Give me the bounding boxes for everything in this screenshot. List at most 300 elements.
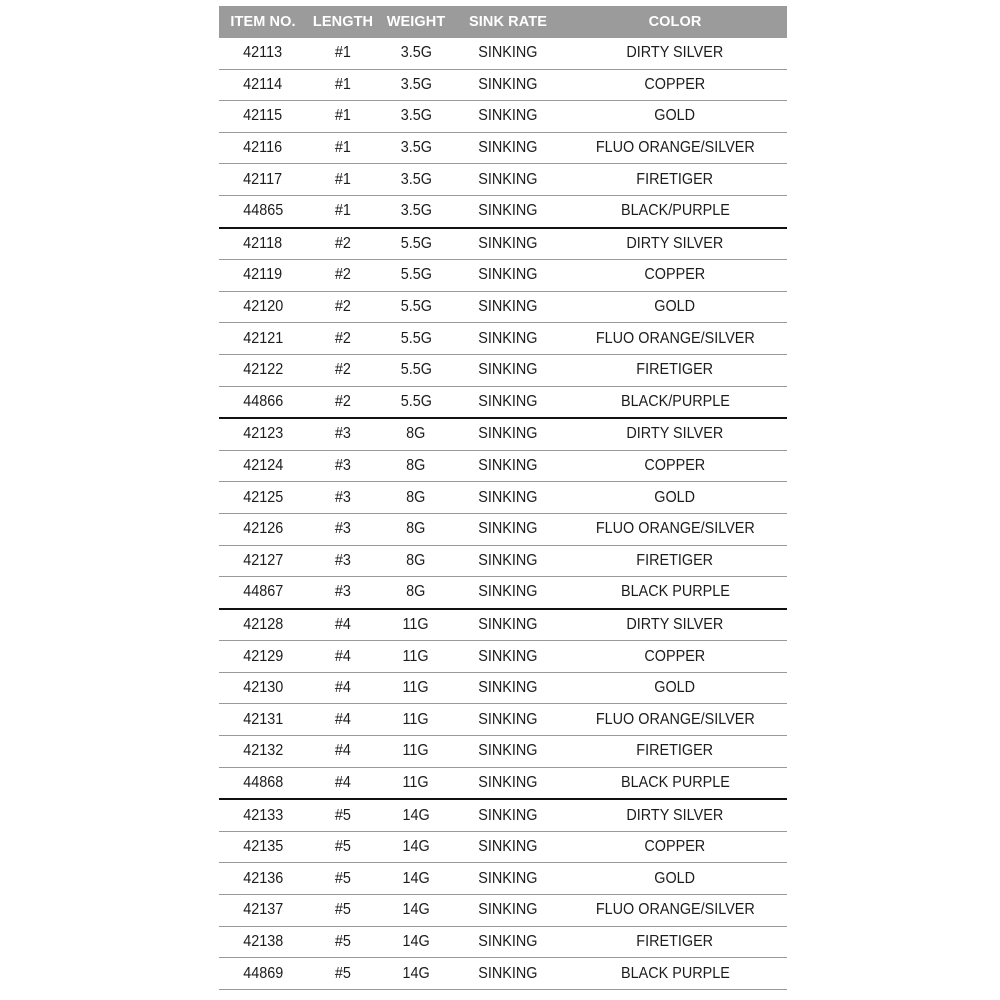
weight-cell-text: 3.5G [400, 170, 432, 188]
item-no-cell-text: 42138 [242, 932, 284, 950]
color-cell [563, 38, 787, 69]
weight-cell-text: 14G [402, 838, 430, 856]
color-cell [563, 450, 787, 482]
item-no-cell-text: 42127 [242, 551, 284, 569]
item-no-cell-text: 42120 [242, 298, 284, 316]
item-no-cell [219, 418, 307, 450]
length-cell [307, 418, 379, 450]
weight-cell-text: 8G [406, 488, 426, 506]
color-cell-text: BLACK PURPLE [620, 583, 730, 601]
color-cell [563, 958, 787, 990]
item-no-cell-text: 42137 [242, 901, 284, 919]
sink-rate-cell-text: SINKING [478, 457, 538, 475]
color-cell [563, 101, 787, 133]
length-cell-text: #3 [334, 488, 352, 506]
sink-rate-cell [453, 386, 563, 418]
sink-rate-cell [453, 354, 563, 386]
sink-rate-cell-text: SINKING [478, 710, 538, 728]
table-row [219, 132, 787, 164]
color-cell-text: DIRTY SILVER [626, 806, 724, 824]
sink-rate-cell [453, 863, 563, 895]
weight-cell-text: 8G [406, 425, 426, 443]
weight-cell [379, 228, 453, 260]
color-cell-text: COPPER [644, 647, 706, 665]
color-cell-text: FIRETIGER [636, 742, 714, 760]
length-cell-text: #3 [334, 520, 352, 538]
weight-cell-text: 14G [402, 901, 430, 919]
table-row [219, 704, 787, 736]
weight-cell-text: 11G [402, 679, 430, 697]
length-cell [307, 736, 379, 768]
table-row [219, 323, 787, 355]
weight-cell-text: 11G [402, 773, 430, 791]
length-cell [307, 195, 379, 227]
table-body [219, 38, 787, 989]
length-cell-text: #2 [334, 234, 352, 252]
color-cell [563, 354, 787, 386]
length-cell [307, 386, 379, 418]
header-row [219, 6, 787, 38]
color-cell-text: FLUO ORANGE/SILVER [595, 710, 755, 728]
length-cell [307, 513, 379, 545]
sink-rate-cell-text: SINKING [478, 520, 538, 538]
sink-rate-cell-text: SINKING [478, 107, 538, 125]
sink-rate-cell [453, 895, 563, 927]
weight-cell-text: 5.5G [400, 298, 432, 316]
item-no-cell-text: 42121 [242, 329, 284, 347]
weight-cell [379, 736, 453, 768]
color-cell [563, 418, 787, 450]
sink-rate-cell-text: SINKING [478, 298, 538, 316]
sink-rate-cell-text: SINKING [478, 615, 538, 633]
color-cell [563, 577, 787, 609]
item-no-cell-text: 44869 [242, 964, 284, 982]
weight-cell-text: 8G [406, 520, 426, 538]
sink-rate-cell-text: SINKING [478, 234, 538, 252]
color-cell-text: BLACK PURPLE [620, 964, 730, 982]
color-cell-text: GOLD [654, 488, 696, 506]
sink-rate-cell [453, 799, 563, 831]
color-cell [563, 228, 787, 260]
color-cell [563, 831, 787, 863]
item-no-cell [219, 164, 307, 196]
item-no-cell-text: 42113 [243, 44, 283, 62]
weight-cell [379, 641, 453, 673]
color-cell-text: COPPER [644, 266, 706, 284]
length-cell-text: #3 [334, 583, 352, 601]
sink-rate-cell [453, 132, 563, 164]
table-row [219, 577, 787, 609]
item-no-cell [219, 228, 307, 260]
color-cell [563, 863, 787, 895]
length-cell-text: #5 [334, 932, 352, 950]
color-cell [563, 164, 787, 196]
weight-cell [379, 69, 453, 101]
color-cell-text: GOLD [654, 298, 696, 316]
item-no-cell [219, 38, 307, 69]
length-cell-text: #5 [334, 964, 352, 982]
sink-rate-cell-text: SINKING [478, 170, 538, 188]
sink-rate-cell-text: SINKING [478, 583, 538, 601]
length-cell-text: #3 [334, 425, 352, 443]
color-cell-text: BLACK/PURPLE [620, 392, 730, 410]
header-item-no: ITEM NO. [219, 6, 307, 38]
length-cell-text: #4 [334, 679, 352, 697]
weight-cell [379, 418, 453, 450]
item-no-cell-text: 42130 [242, 679, 284, 697]
length-cell [307, 799, 379, 831]
sink-rate-cell [453, 323, 563, 355]
table-row [219, 69, 787, 101]
item-no-cell [219, 736, 307, 768]
item-no-cell [219, 323, 307, 355]
item-no-cell-text: 42131 [242, 710, 284, 728]
color-cell [563, 69, 787, 101]
item-no-cell [219, 799, 307, 831]
item-no-cell-text: 42126 [242, 520, 284, 538]
sink-rate-cell [453, 958, 563, 990]
item-no-cell [219, 132, 307, 164]
length-cell-text: #5 [334, 806, 352, 824]
sink-rate-cell [453, 228, 563, 260]
sink-rate-cell-text: SINKING [478, 838, 538, 856]
weight-cell [379, 195, 453, 227]
length-cell [307, 895, 379, 927]
table-row [219, 767, 787, 799]
weight-cell [379, 164, 453, 196]
item-no-cell-text: 42116 [243, 139, 283, 157]
length-cell-text: #1 [334, 107, 352, 125]
length-cell [307, 101, 379, 133]
item-no-cell-text: 42125 [242, 488, 284, 506]
weight-cell [379, 926, 453, 958]
table-row [219, 958, 787, 990]
color-cell-text: GOLD [654, 679, 696, 697]
table-row [219, 545, 787, 577]
item-no-cell [219, 895, 307, 927]
table-row [219, 418, 787, 450]
table-row [219, 260, 787, 292]
weight-cell [379, 799, 453, 831]
item-no-cell [219, 482, 307, 514]
color-cell-text: BLACK/PURPLE [620, 202, 730, 220]
sink-rate-cell [453, 672, 563, 704]
color-cell [563, 641, 787, 673]
weight-cell [379, 291, 453, 323]
length-cell [307, 38, 379, 69]
item-no-cell-text: 42128 [242, 615, 284, 633]
table-row [219, 482, 787, 514]
item-no-cell [219, 354, 307, 386]
length-cell [307, 926, 379, 958]
item-no-cell [219, 926, 307, 958]
length-cell [307, 958, 379, 990]
sink-rate-cell-text: SINKING [478, 932, 538, 950]
table-row [219, 354, 787, 386]
weight-cell-text: 11G [402, 647, 430, 665]
length-cell-text: #2 [334, 329, 352, 347]
sink-rate-cell-text: SINKING [478, 679, 538, 697]
item-no-cell [219, 291, 307, 323]
weight-cell [379, 260, 453, 292]
item-no-cell-text: 42129 [242, 647, 284, 665]
length-cell-text: #1 [334, 139, 352, 157]
item-no-cell [219, 831, 307, 863]
color-cell-text: BLACK PURPLE [620, 773, 730, 791]
header-length: LENGTH [307, 6, 379, 38]
length-cell [307, 672, 379, 704]
length-cell [307, 323, 379, 355]
weight-cell [379, 354, 453, 386]
length-cell [307, 767, 379, 799]
table-row [219, 38, 787, 69]
length-cell [307, 132, 379, 164]
item-no-cell [219, 450, 307, 482]
weight-cell-text: 11G [402, 615, 430, 633]
color-cell-text: DIRTY SILVER [626, 615, 724, 633]
length-cell [307, 831, 379, 863]
color-cell-text: GOLD [654, 107, 696, 125]
item-no-cell-text: 44866 [242, 392, 284, 410]
length-cell-text: #1 [334, 202, 352, 220]
item-no-cell-text: 44867 [242, 583, 284, 601]
sink-rate-cell [453, 450, 563, 482]
table-row [219, 799, 787, 831]
weight-cell-text: 3.5G [400, 44, 432, 62]
color-cell [563, 291, 787, 323]
weight-cell-text: 3.5G [400, 107, 432, 125]
length-cell-text: #4 [334, 773, 352, 791]
weight-cell-text: 14G [402, 869, 430, 887]
length-cell-text: #4 [334, 647, 352, 665]
table-row [219, 195, 787, 227]
item-no-cell [219, 958, 307, 990]
item-no-cell [219, 386, 307, 418]
length-cell [307, 704, 379, 736]
length-cell-text: #5 [334, 838, 352, 856]
item-no-cell-text: 42114 [243, 75, 283, 93]
weight-cell [379, 609, 453, 641]
color-cell-text: FIRETIGER [636, 170, 714, 188]
length-cell [307, 164, 379, 196]
sink-rate-cell-text: SINKING [478, 329, 538, 347]
table-row [219, 386, 787, 418]
table-row [219, 164, 787, 196]
sink-rate-cell [453, 260, 563, 292]
weight-cell [379, 704, 453, 736]
sink-rate-cell-text: SINKING [478, 773, 538, 791]
product-spec-table [219, 6, 787, 990]
sink-rate-cell [453, 704, 563, 736]
weight-cell-text: 5.5G [400, 392, 432, 410]
length-cell [307, 545, 379, 577]
length-cell [307, 354, 379, 386]
sink-rate-cell [453, 291, 563, 323]
weight-cell-text: 11G [402, 710, 430, 728]
length-cell-text: #3 [334, 457, 352, 475]
color-cell-text: FIRETIGER [636, 551, 714, 569]
sink-rate-cell-text: SINKING [478, 361, 538, 379]
sink-rate-cell [453, 831, 563, 863]
sink-rate-cell-text: SINKING [478, 392, 538, 410]
color-cell [563, 736, 787, 768]
sink-rate-cell-text: SINKING [478, 551, 538, 569]
header-weight: WEIGHT [379, 6, 453, 38]
length-cell-text: #1 [334, 44, 352, 62]
color-cell [563, 799, 787, 831]
item-no-cell [219, 260, 307, 292]
color-cell-text: FLUO ORANGE/SILVER [595, 901, 755, 919]
weight-cell [379, 323, 453, 355]
weight-cell [379, 831, 453, 863]
sink-rate-cell [453, 38, 563, 69]
length-cell [307, 609, 379, 641]
table-row [219, 926, 787, 958]
table-row [219, 609, 787, 641]
table-row [219, 228, 787, 260]
weight-cell [379, 38, 453, 69]
item-no-cell [219, 704, 307, 736]
table-row [219, 895, 787, 927]
length-cell [307, 577, 379, 609]
weight-cell [379, 863, 453, 895]
weight-cell-text: 5.5G [400, 361, 432, 379]
length-cell [307, 482, 379, 514]
sink-rate-cell [453, 736, 563, 768]
item-no-cell-text: 42122 [242, 361, 284, 379]
color-cell [563, 260, 787, 292]
item-no-cell-text: 42124 [242, 457, 284, 475]
sink-rate-cell-text: SINKING [478, 425, 538, 443]
length-cell-text: #2 [334, 266, 352, 284]
length-cell-text: #5 [334, 901, 352, 919]
weight-cell-text: 5.5G [400, 329, 432, 347]
weight-cell [379, 513, 453, 545]
item-no-cell-text: 42117 [243, 170, 283, 188]
color-cell-text: DIRTY SILVER [626, 234, 724, 252]
length-cell-text: #3 [334, 551, 352, 569]
weight-cell [379, 450, 453, 482]
color-cell-text: DIRTY SILVER [626, 425, 724, 443]
length-cell-text: #2 [334, 392, 352, 410]
item-no-cell-text: 44865 [242, 202, 284, 220]
item-no-cell [219, 513, 307, 545]
weight-cell-text: 14G [402, 806, 430, 824]
color-cell [563, 482, 787, 514]
weight-cell-text: 5.5G [400, 266, 432, 284]
item-no-cell-text: 42132 [242, 742, 284, 760]
sink-rate-cell-text: SINKING [478, 139, 538, 157]
weight-cell [379, 577, 453, 609]
length-cell [307, 260, 379, 292]
sink-rate-cell-text: SINKING [478, 488, 538, 506]
length-cell [307, 228, 379, 260]
sink-rate-cell-text: SINKING [478, 742, 538, 760]
sink-rate-cell-text: SINKING [478, 806, 538, 824]
sink-rate-cell-text: SINKING [478, 266, 538, 284]
weight-cell-text: 11G [402, 742, 430, 760]
sink-rate-cell [453, 767, 563, 799]
color-cell [563, 926, 787, 958]
item-no-cell [219, 641, 307, 673]
color-cell [563, 895, 787, 927]
color-cell-text: FIRETIGER [636, 361, 714, 379]
item-no-cell [219, 767, 307, 799]
item-no-cell-text: 42123 [242, 425, 284, 443]
weight-cell-text: 14G [402, 964, 430, 982]
weight-cell-text: 3.5G [400, 139, 432, 157]
color-cell-text: FLUO ORANGE/SILVER [595, 139, 755, 157]
item-no-cell [219, 609, 307, 641]
item-no-cell-text: 42136 [242, 869, 284, 887]
color-cell [563, 132, 787, 164]
length-cell-text: #1 [334, 75, 352, 93]
weight-cell [379, 895, 453, 927]
table-row [219, 513, 787, 545]
sink-rate-cell [453, 545, 563, 577]
table-header [219, 6, 787, 38]
color-cell [563, 195, 787, 227]
length-cell-text: #2 [334, 298, 352, 316]
weight-cell-text: 8G [406, 551, 426, 569]
table-row [219, 291, 787, 323]
color-cell [563, 323, 787, 355]
sink-rate-cell [453, 577, 563, 609]
sink-rate-cell [453, 101, 563, 133]
sink-rate-cell-text: SINKING [478, 202, 538, 220]
color-cell-text: FLUO ORANGE/SILVER [595, 329, 755, 347]
item-no-cell-text: 42115 [243, 107, 283, 125]
length-cell-text: #2 [334, 361, 352, 379]
item-no-cell-text: 42135 [242, 838, 284, 856]
color-cell-text: FIRETIGER [636, 932, 714, 950]
sink-rate-cell-text: SINKING [478, 75, 538, 93]
sink-rate-cell-text: SINKING [478, 44, 538, 62]
color-cell [563, 513, 787, 545]
weight-cell [379, 132, 453, 164]
length-cell-text: #5 [334, 869, 352, 887]
weight-cell [379, 386, 453, 418]
item-no-cell [219, 101, 307, 133]
sink-rate-cell [453, 195, 563, 227]
table-row [219, 641, 787, 673]
item-no-cell [219, 69, 307, 101]
weight-cell [379, 482, 453, 514]
sink-rate-cell-text: SINKING [478, 901, 538, 919]
weight-cell [379, 101, 453, 133]
weight-cell [379, 958, 453, 990]
item-no-cell [219, 195, 307, 227]
sink-rate-cell-text: SINKING [478, 647, 538, 665]
color-cell-text: DIRTY SILVER [626, 44, 724, 62]
item-no-cell [219, 672, 307, 704]
weight-cell-text: 3.5G [400, 202, 432, 220]
sink-rate-cell [453, 641, 563, 673]
item-no-cell [219, 545, 307, 577]
weight-cell [379, 767, 453, 799]
color-cell-text: GOLD [654, 869, 696, 887]
color-cell-text: FLUO ORANGE/SILVER [595, 520, 755, 538]
color-cell [563, 386, 787, 418]
color-cell-text: COPPER [644, 838, 706, 856]
weight-cell [379, 545, 453, 577]
weight-cell [379, 672, 453, 704]
weight-cell-text: 5.5G [400, 234, 432, 252]
sink-rate-cell-text: SINKING [478, 964, 538, 982]
length-cell-text: #1 [334, 170, 352, 188]
color-cell-text: COPPER [644, 75, 706, 93]
table-row [219, 101, 787, 133]
